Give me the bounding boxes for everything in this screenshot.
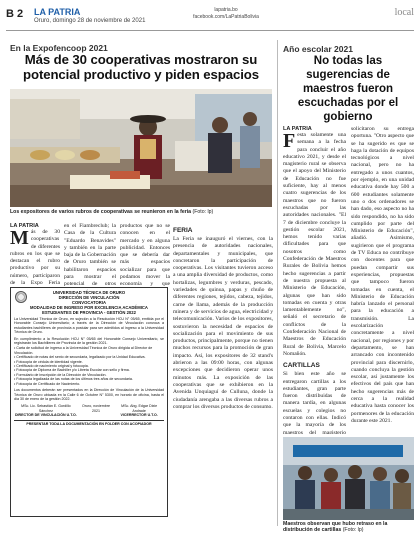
right-caption-credit: (Foto: lp)	[342, 527, 364, 533]
left-col-1	[10, 223, 60, 286]
ad-requirement: • Fotocopia de Diploma de Bachiller y/o Libreta Escolar con sello y firma.	[14, 368, 164, 372]
ad-requirement: • Certificado de notas del sexto de secundaria, legalizado por la Unidad Educativa.	[14, 355, 164, 359]
right-col-1	[283, 126, 346, 434]
ad-program: ESTUDIANTES DE PROVINCIA - GESTIÓN 2022	[42, 310, 136, 315]
ad-signature-left	[14, 404, 78, 417]
header-divider	[6, 30, 414, 31]
ad-signatures	[14, 404, 164, 417]
ad-requirement: • Fotocopia legalizada de las notas de los últimos tres años de secundaria.	[14, 377, 164, 381]
brand-name: LA PATRIA	[34, 7, 81, 17]
caption-text: Los expositores de varios rubros de cooperativas se reunieron en la feria	[10, 209, 192, 215]
caption-credit: (Foto: lp)	[192, 209, 214, 215]
ad-sign-left-name: MSc. Lic. Sebastián E. Gordillo Sánchez	[21, 404, 71, 413]
right-col-2-text: solicitaron su entrega oportuna. "Otro aspecto que se ha sugerido es que se haga la dotación de equipos tecnológicos a nivel nacional, pero no ha entregado a unos cuantos, por ejemplo, en una unidad educativa donde hay 500 a 600 estudiantes solamente uno o dos ordenadores se han dado, eso aspecto no ha sido respondido, no ha sido cumplido por parte del Ministerio de Educación", añadió. Asimismo, sugirieron que el programa de TV Educa no contribuye con docentes para que puedan compartir sus experiencias, propuestas que tampoco fueron tomadas en cuenta, el Ministerio de Educación habría lanzado el personal para la educación a transmisión. La escolarización concretamente a nivel nacional, por regiones y por departamento, se han arrancado con incontenido provincial para discernirlo, cuando concluya la gestión escolar, así justamente los efectivos del país que han hecho sugerencias más de cerca a la realidad educativa hasta conocer los pormenores de la educación durante este 2021.	[351, 126, 414, 424]
ad-university: UNIVERSIDAD TÉCNICA DE ORURO	[52, 290, 126, 295]
left-kicker: En la Expofencoop 2021	[10, 43, 108, 53]
left-col-4	[173, 223, 273, 523]
teachers-photo-caption	[283, 521, 414, 533]
expo-photo-illustration	[10, 89, 272, 207]
section-label: local	[394, 7, 414, 18]
teachers-photo	[283, 437, 414, 520]
ad-sign-right-role: VICERRECTOR U.T.O.	[120, 413, 158, 418]
column-divider	[277, 40, 278, 526]
web-url[interactable]: lapatria.bo	[214, 7, 238, 13]
ad-requirements-list	[14, 346, 164, 386]
teachers-photo-illustration	[283, 437, 414, 520]
right-kicker: Año escolar 2021	[283, 44, 353, 54]
ad-sign-date: Oruro, noviembre 2021	[82, 404, 110, 413]
left-col-3-text: productos que no se conocen en el mercado y en alguna publicidad. Entonces que se debería dar más espacios socializar para que podamos mover la economía y que	[120, 223, 170, 286]
ad-requirement: • Fotocopia de Certificado de Nacimiento.	[14, 382, 164, 386]
left-col-4-text: La Feria se inauguró el viernes, con la presencia de autoridades nacionales, departamentales y municipales, que concretaron la participación de cooperativas. Los visitantes tuvieron acceso a una amplia diversidad de productos, como hortalizas, legumbres y verduras, pescado, variedades de quinua, papas y chuño de diferentes regiones, tejidos, cabeza, tejidos, carne de llama, además de la producción minera y de servicios de agua, electricidad y telecomunicación. Varios de los expositores, sostuvieron la necesidad de espacios de socialización para el movimiento de sus productos, principalmente, porque no tienen muchos recursos para la promoción de gran impacto. Así, los expositores de 32 stand's abrieron a las 09:00 horas, con algunas excepciones que decidieron operar unos minutos más. La exposición de las cooperativas que se exhibieron en la Avenida Unquiaguí de Culluna, donde la ciudadanía arengaba a las diversas rubros a comprar los diversos productos de consumo.	[173, 236, 273, 410]
ad-requirement: • Fotocopia de cédula de identidad vigente.	[14, 360, 164, 364]
expo-photo	[10, 89, 272, 207]
right-col-1-text: esta solamente una semana a la fecha para concluir el año educativo 2021, y desde el magisterio rural se observa que el apoyo del Ministerio de Educación no fue suficiente, hay al menos cuatro sugerencias de los maestros que no fueron escuchadas por las autoridades nacionales. "El 7 de diciembre concluye la gestión escolar 2021, hemos tenido varias dificultades para que nosotros como Confederación de Maestros Rurales de Bolivia hemos hecho sugerencias a partir de nuestra propuesta al Ministerio de Educación, algunas que han sido tomadas en cuenta y otras lamentablemente no", señaló el secretario de conflictos de la Confederación Nacional de Maestros de Educación Rural de Bolivia, Marcelo Nomañón.	[283, 132, 346, 357]
ad-sign-left-role: DIRECTOR DE VINCULACIÓN U.T.O.	[14, 413, 77, 418]
ad-paragraph-3: Los documentos deberán ser presentados en la Dirección de Vinculación de la Universidad Técnica de Oruro ubicada en la Calle 6 de Octubre N° 5300, en horario de oficina, hasta el día 30 de enero de la gestión 2022.	[14, 388, 164, 401]
right-byline: LA PATRIA	[283, 126, 312, 132]
right-col-1-text-b: Si bien este año se entregaron cartillas a los estudiantes, gran parte fueron distribuidas de manera tardía, en algunas escuelas y colegios no contaron con ellas. Indicó que la mayoría de los maestros del magisterio	[283, 371, 346, 434]
ad-modality: MODALIDAD DE INGRESO POR EXCELENCIA ACADÉMICA	[30, 305, 148, 310]
ad-signature-right	[114, 404, 164, 417]
left-headline: Más de 30 cooperativas mostraron su potencial productivo y piden espacios	[23, 52, 259, 82]
ad-direction: DIRECCIÓN DE VINCULACIÓN	[58, 295, 120, 300]
university-ad	[10, 287, 168, 517]
left-col-2	[64, 223, 116, 286]
left-byline: LA PATRIA	[10, 223, 39, 229]
web-links	[186, 7, 266, 21]
social-url[interactable]: facebook.com/LaPatriaBolivia	[193, 14, 259, 20]
ad-call-title: CONVOCATORIA	[71, 300, 107, 305]
feria-subhead: FERIA	[173, 227, 193, 234]
left-col-1-text: ás de 30 cooperativas de diferentes rubros en los que se destacan el rubro productivo por su número, participaron de la Expo Feria	[10, 229, 60, 286]
ad-footer: PRESENTAR TODA LA DOCUMENTACIÓN EN FOLDER CON ACOPIADOR	[14, 420, 164, 426]
dropcap: M	[10, 227, 29, 249]
right-headline: No todas las sugerencias de maestros fueron escuchadas por el gobierno	[297, 55, 399, 123]
ad-paragraph-1: La Universidad Técnica de Oruro, en sujeción a la Resolución HCU N° 05/65, emitida por el Honorable Consejo Universitario; a través de la Dirección de Vinculación convoca a estudiantes bachilleres de provincia a postular para ser admitidos al ingreso a la Universidad Técnica de Oruro.	[14, 317, 164, 335]
ad-requirement: • Formulario de inscripción de la Dirección de Vinculación.	[14, 373, 164, 377]
university-seal-icon	[15, 291, 27, 303]
ad-sign-right-name: MSc. Abg. Edgar Dixie Andrade	[121, 404, 158, 413]
ad-paragraph-2: En cumplimiento a la Resolución HCU N° 05/65 del Honorable Consejo Universitario, se registrarán los Bachilleres de Provincia de la gestión 2021.	[14, 336, 164, 346]
right-caption-text: Maestros observan que hubo retraso en la distribución de cartillas	[283, 521, 388, 533]
page-number: B 2	[6, 8, 24, 20]
ad-requirement: • Certificado de nacimiento original y fotocopia.	[14, 364, 164, 368]
expo-photo-caption	[10, 209, 272, 215]
left-col-2-text: en el Fiambreclub; la Casa de la Cultura "Eduardo Benavides" y también en la parte baja de la Gobernación de Oruro también se habilitaron espacios para mostrar el potencial de otros	[64, 223, 116, 286]
issue-date: Oruro, domingo 28 de noviembre de 2021	[34, 18, 146, 24]
ad-requirement: • Carta de solicitud de ingreso a la Universidad Técnica de Oruro dirigida al Director de Vinculación.	[14, 346, 164, 355]
page-header	[6, 4, 414, 34]
dropcap-right: F	[283, 130, 296, 152]
cartillas-subhead: CARTILLAS	[283, 362, 320, 370]
right-col-2	[351, 126, 414, 434]
left-col-3	[120, 223, 170, 286]
